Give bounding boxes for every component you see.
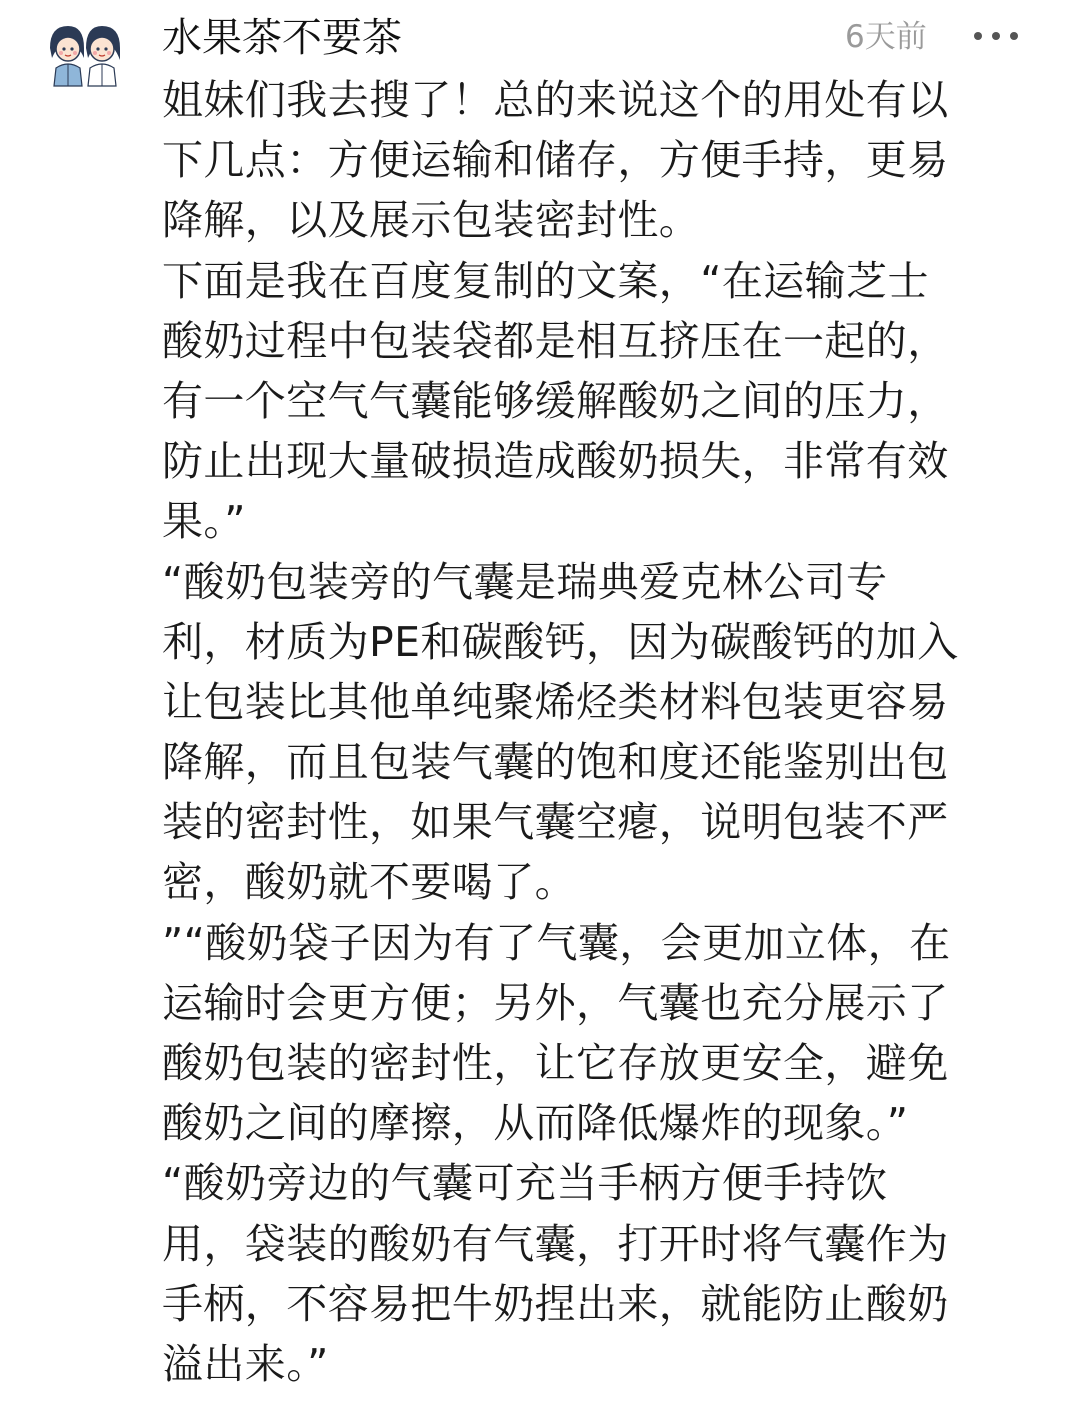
comment-line: 姐妹们我去搜了！总的来说这个的用处有以: [162, 76, 949, 124]
more-dots-icon: [968, 18, 1024, 54]
comment-line: 防止出现大量破损造成酸奶损失，非常有效: [162, 437, 949, 486]
avatar-two-cartoon-girls-icon: [44, 18, 124, 88]
username[interactable]: 水果茶不要茶: [162, 15, 402, 61]
comment-line: 酸奶过程中包装袋都是相互挤压在一起的，: [162, 316, 949, 365]
comment-line: 装的密封性，如果气囊空瘪，说明包装不严: [162, 798, 949, 847]
avatar[interactable]: [44, 18, 124, 88]
comment-text: [162, 70, 1042, 1394]
comment-line: 手柄，不容易把牛奶捏出来，就能防止酸奶: [162, 1279, 949, 1328]
comment-line: 溢出来。”: [162, 1339, 329, 1388]
comment-line: 降解，而且包装气囊的饱和度还能鉴别出包: [162, 738, 949, 787]
comment-line: 酸奶之间的摩擦，从而降低爆炸的现象。”: [162, 1099, 909, 1148]
comment-line: 利，材质为PE和碳酸钙，因为碳酸钙的加入: [162, 617, 959, 666]
comment-line: 运输时会更方便；另外，气囊也充分展示了: [162, 978, 949, 1027]
comment-line: 果。”: [162, 497, 246, 546]
comment-line: 密，酸奶就不要喝了。: [162, 858, 576, 907]
comment-line: 下几点：方便运输和储存，方便手持，更易: [162, 136, 949, 185]
comment-line: 酸奶包装的密封性，让它存放更安全，避免: [162, 1039, 949, 1087]
comment-line: 用，袋装的酸奶有气囊，打开时将气囊作为: [162, 1219, 949, 1268]
comment-line: 让包装比其他单纯聚烯烃类材料包装更容易: [162, 677, 949, 726]
timestamp: 6天前: [845, 19, 927, 55]
comment-line: 下面是我在百度复制的文案，“在运输芝士: [162, 256, 929, 305]
comment-line: “酸奶包装旁的气囊是瑞典爱克林公司专: [162, 557, 888, 606]
more-options-button[interactable]: [968, 18, 1024, 54]
comment-line: “酸奶旁边的气囊可充当手柄方便手持饮: [162, 1159, 888, 1208]
comment-line: ”“酸奶袋子因为有了气囊，会更加立体，在: [162, 918, 951, 967]
comment-line: 降解，以及展示包装密封性。: [162, 196, 701, 245]
comment-line: 有一个空气气囊能够缓解酸奶之间的压力，: [162, 376, 949, 425]
